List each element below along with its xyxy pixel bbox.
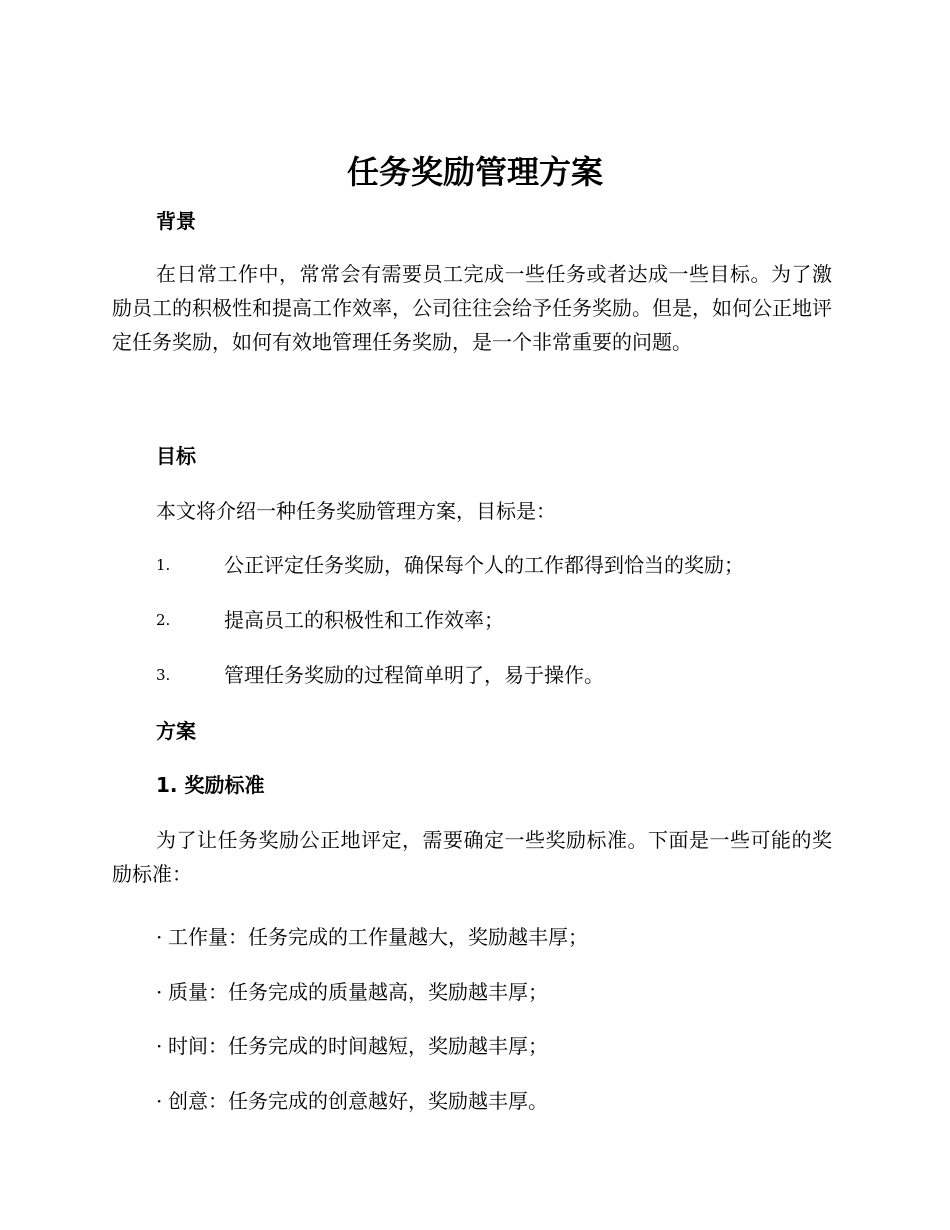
background-paragraph: 在日常工作中，常常会有需要员工完成一些任务或者达成一些目标。为了激励员工的积极性和提高工作效率，公司往往会给予任务奖励。但是，如何公正地评定任务奖励，如何有效地管理任务奖励，是一个非常重要的问题。 [112,262,832,354]
bullet-text: 工作量：任务完成的工作量越大，奖励越丰厚； [168,925,588,949]
bullet-dot-icon: · [156,980,163,1004]
list-text: 提高员工的积极性和工作效率； [224,608,504,632]
bullet-dot-icon: · [156,925,163,949]
document-title: 任务奖励管理方案 [346,153,603,191]
list-number: 1. [156,556,171,574]
bullet-text: 时间：任务完成的时间越短，奖励越丰厚； [168,1034,548,1058]
section-heading-plan: 方案 [156,719,196,743]
section-heading-background: 背景 [156,209,196,233]
plan-paragraph: 为了让任务奖励公正地评定，需要确定一些奖励标准。下面是一些可能的奖励标准： [112,828,832,886]
goals-intro: 本文将介绍一种任务奖励管理方案，目标是： [156,499,556,523]
criteria-bullet-item [156,1086,548,1116]
criteria-bullet-item [156,977,548,1007]
bullet-text: 创意：任务完成的创意越好，奖励越丰厚。 [168,1089,548,1113]
section-heading-goals: 目标 [156,444,196,468]
list-number: 3. [156,666,171,684]
criteria-bullet-item [156,922,588,952]
list-number: 2. [156,611,171,629]
list-text: 管理任务奖励的过程简单明了，易于操作。 [224,663,604,687]
bullet-text: 质量：任务完成的质量越高，奖励越丰厚； [168,980,548,1004]
bullet-dot-icon: · [156,1089,163,1113]
criteria-bullet-item [156,1031,548,1061]
list-text: 公正评定任务奖励，确保每个人的工作都得到恰当的奖励； [224,553,744,577]
bullet-dot-icon: · [156,1034,163,1058]
subsection-heading-reward-criteria: 1. 奖励标准 [156,773,265,797]
